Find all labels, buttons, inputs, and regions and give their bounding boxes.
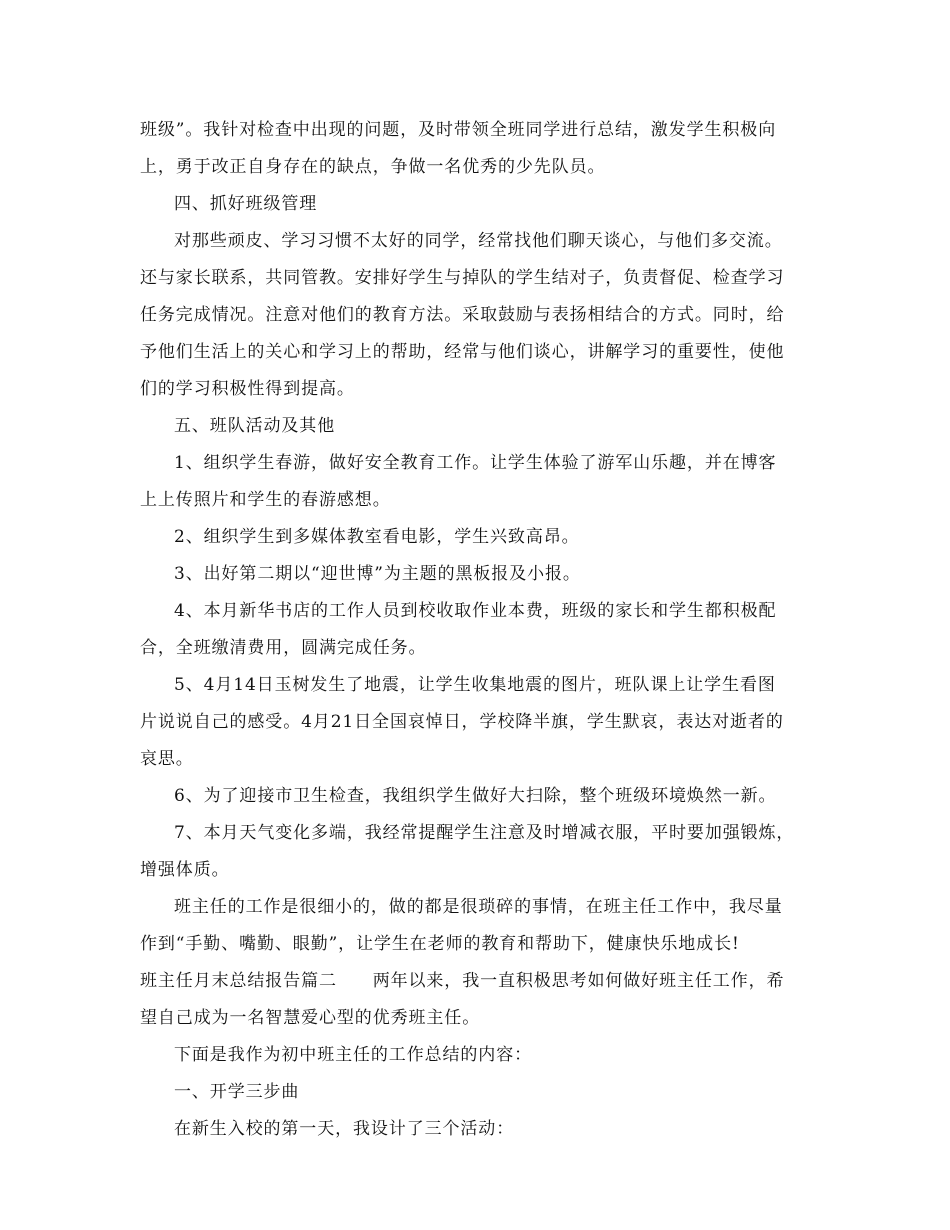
text-line: 片说说自己的感受。4月21日全国哀悼日，学校降半旗，学生默哀，表达对逝者的 [140,712,784,732]
text-line: 任务完成情况。注意对他们的教育方法。采取鼓励与表扬相结合的方式。同时，给 [140,305,785,325]
section-heading: 五、班队活动及其他 [174,416,336,436]
text-line: 作到“手勤、嘴勤、眼勤”，让学生在老师的教育和帮助下，健康快乐地成长! [140,934,740,954]
text-line: 哀思。 [140,749,194,769]
text-line: 班主任的工作是很细小的，做的都是很琐碎的事情，在班主任工作中，我尽量 [174,897,783,917]
text-line: 上上传照片和学生的春游感想。 [140,490,391,510]
section-heading: 四、抓好班级管理 [174,194,318,214]
text-line: 们的学习积极性得到提高。 [140,379,355,399]
list-item: 6、为了迎接市卫生检查，我组织学生做好大扫除，整个班级环境焕然一新。 [174,786,777,806]
text-line: 班级”。我针对检查中出现的问题，及时带领全班同学进行总结，激发学生积极向 [140,120,777,140]
text-line: 对那些顽皮、学习习惯不太好的同学，经常找他们聊天谈心，与他们多交流。 [174,231,783,251]
list-item: 4、本月新华书店的工作人员到校收取作业本费，班级的家长和学生都积极配 [174,601,777,621]
article-title-line: 班主任月末总结报告篇二 两年以来，我一直积极思考如何做好班主任工作，希 [140,971,785,991]
list-item: 3、出好第二期以“迎世博”为主题的黑板报及小报。 [174,564,581,584]
text-line: 在新生入校的第一天，我设计了三个活动： [174,1119,515,1139]
section-heading: 一、开学三步曲 [174,1082,300,1102]
list-item: 2、组织学生到多媒体教室看电影，学生兴致高昂。 [174,527,580,547]
text-line: 还与家长联系，共同管教。安排好学生与掉队的学生结对子，负责督促、检查学习 [140,268,785,288]
list-item: 5、4月14日玉树发生了地震，让学生收集地震的图片，班队课上让学生看图 [174,675,776,695]
text-line: 望自己成为一名智慧爱心型的优秀班主任。 [140,1008,481,1028]
text-line: 予他们生活上的关心和学习上的帮助，经常与他们谈心，讲解学习的重要性，使他 [140,342,785,362]
list-item: 7、本月天气变化多端，我经常提醒学生注意及时增减衣服，平时要加强锻炼， [174,823,795,843]
text-line: 上，勇于改正自身存在的缺点，争做一名优秀的少先队员。 [140,157,606,177]
text-line: 下面是我作为初中班主任的工作总结的内容： [174,1045,532,1065]
text-line: 增强体质。 [140,860,230,880]
text-line: 合，全班缴清费用，圆满完成任务。 [140,638,427,658]
list-item: 1、组织学生春游，做好安全教育工作。让学生体验了游军山乐趣，并在博客 [174,453,777,473]
document-body [140,112,812,1148]
